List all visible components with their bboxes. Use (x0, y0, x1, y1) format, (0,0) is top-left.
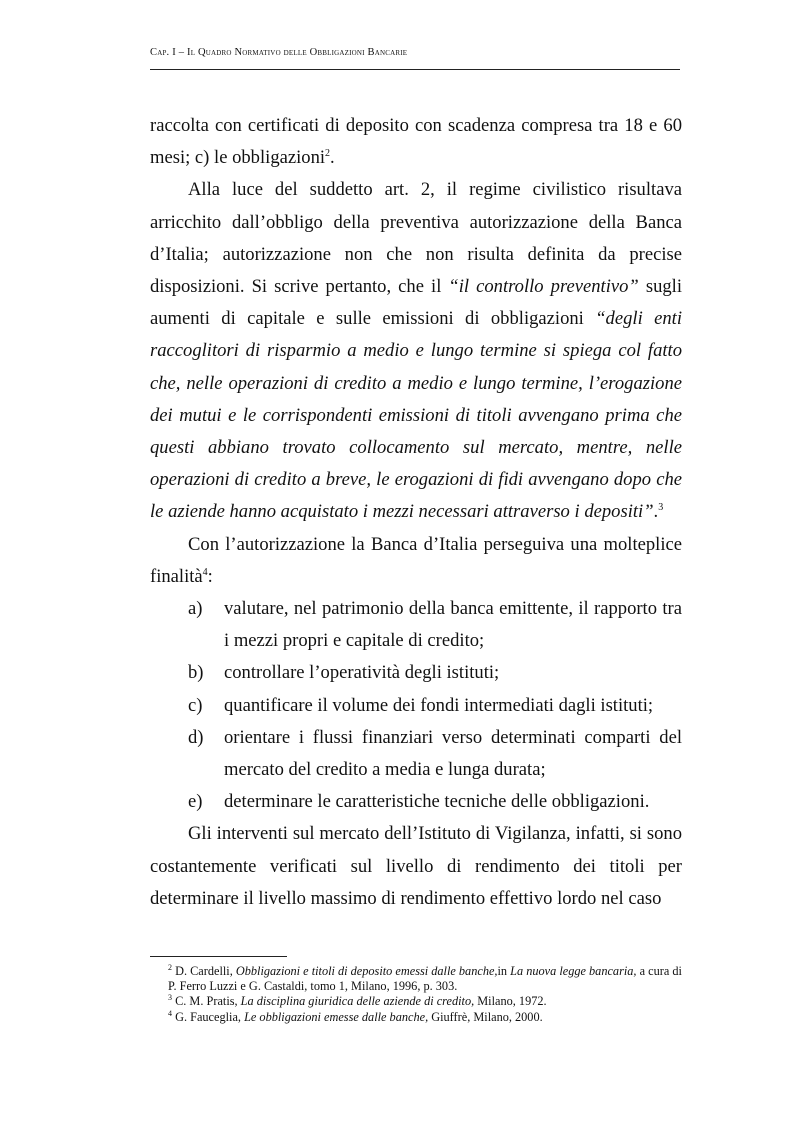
quote-controllo-preventivo: “il controllo preventivo” (448, 276, 639, 298)
paragraph-finalita: Con l’autorizzazione la Banca d’Italia perseguiva una molteplice finalità$^4$: (150, 533, 682, 587)
footnote-ref-4[interactable]: 4 (202, 566, 208, 578)
list-marker: e) (188, 791, 203, 813)
footnote-4: $^4$ G. Fauceglia, Le obbligazioni emesse dalle banche, Giuffrè, Milano, 2000. (168, 1008, 543, 1024)
running-header (150, 47, 680, 58)
footnotes (150, 964, 685, 1025)
footnote-2: $^2$ D. Cardelli, Obbligazioni e titoli di deposito emessi dalle banche,in La nuova legge bancaria, a cura di P. Ferro Luzzi e G. Castaldi, tomo 1, Milano, 1996, p. 303. (168, 963, 682, 994)
list-marker: b) (188, 662, 204, 684)
paragraph-autorizzazione: Alla luce del suddetto art. 2, il regime civilistico risultava arricchito dall’obbligo della preventiva autorizzazione della Banca d’Italia; autorizzazione non che non risulta definita da precise disposizioni. Si scrive pertanto, che il “il controllo preventivo” sugli aumenti di capitale e sulle emissioni di obbligazioni “degli enti raccoglitori di risparmio a medio e lungo termine si spiega col fatto che, nelle operazioni di credito a medio e lungo termine, l’erogazione dei mutui e le corrispondenti emissioni di titoli avvengano prima che questi abbiano trovato collocamento sul mercato, mentre, nelle operazioni di credito a breve, le erogazioni di fidi avvengano dopo che le aziende hanno acquistato i mezzi necessari attraverso i depositi”.$^3$ (150, 179, 682, 523)
list-item: c) quantificare il volume dei fondi intermediati dagli istituti; (150, 690, 682, 722)
footnote-3: $^3$ C. M. Pratis, La disciplina giuridica delle aziende di credito, Milano, 1972. (168, 993, 547, 1009)
list-marker: c) (188, 694, 203, 716)
paragraph-continuation: raccolta con certificati di deposito con scadenza compresa tra 18 e 60 mesi; c) le obbligazioni$^2$. (150, 115, 682, 169)
page-body (150, 110, 682, 915)
footnote-divider (150, 956, 287, 957)
list-item: e) determinare le caratteristiche tecniche delle obbligazioni. (150, 786, 682, 818)
finalita-list (150, 593, 682, 818)
list-marker: a) (188, 598, 203, 620)
footnote-ref-2[interactable]: 2 (325, 148, 331, 160)
header-divider (150, 69, 680, 70)
paragraph-interventi: Gli interventi sul mercato dell’Istituto di Vigilanza, infatti, si sono costantemente verificati sul livello di rendimento dei titoli per determinare il livello massimo di rendimento effettivo lordo nel caso (150, 823, 682, 909)
list-item: a) valutare, nel patrimonio della banca emittente, il rapporto tra i mezzi propri e capitale di credito; (150, 593, 682, 657)
list-marker: d) (188, 726, 204, 748)
list-item: d) orientare i flussi finanziari verso determinati comparti del mercato del credito a media e lunga durata; (150, 722, 682, 786)
quote-enti-raccoglitori: “degli enti raccoglitori di risparmio a medio e lungo termine si spiega col fatto che, nelle operazioni di credito a medio e lungo termine, l’erogazione dei mutui e le corrispondenti emissioni di titoli avvengano prima che questi abbiano trovato collocamento sul mercato, mentre, nelle operazioni di credito a breve, le erogazioni di fidi avvengano dopo che le aziende hanno acquistato i mezzi necessari attraverso i depositi” (150, 308, 682, 523)
list-item: b) controllare l’operatività degli istituti; (150, 657, 682, 689)
footnote-ref-3[interactable]: 3 (658, 502, 664, 514)
running-header-title: Cap. I – Il Quadro Normativo delle Obbligazioni Bancarie (150, 47, 408, 58)
